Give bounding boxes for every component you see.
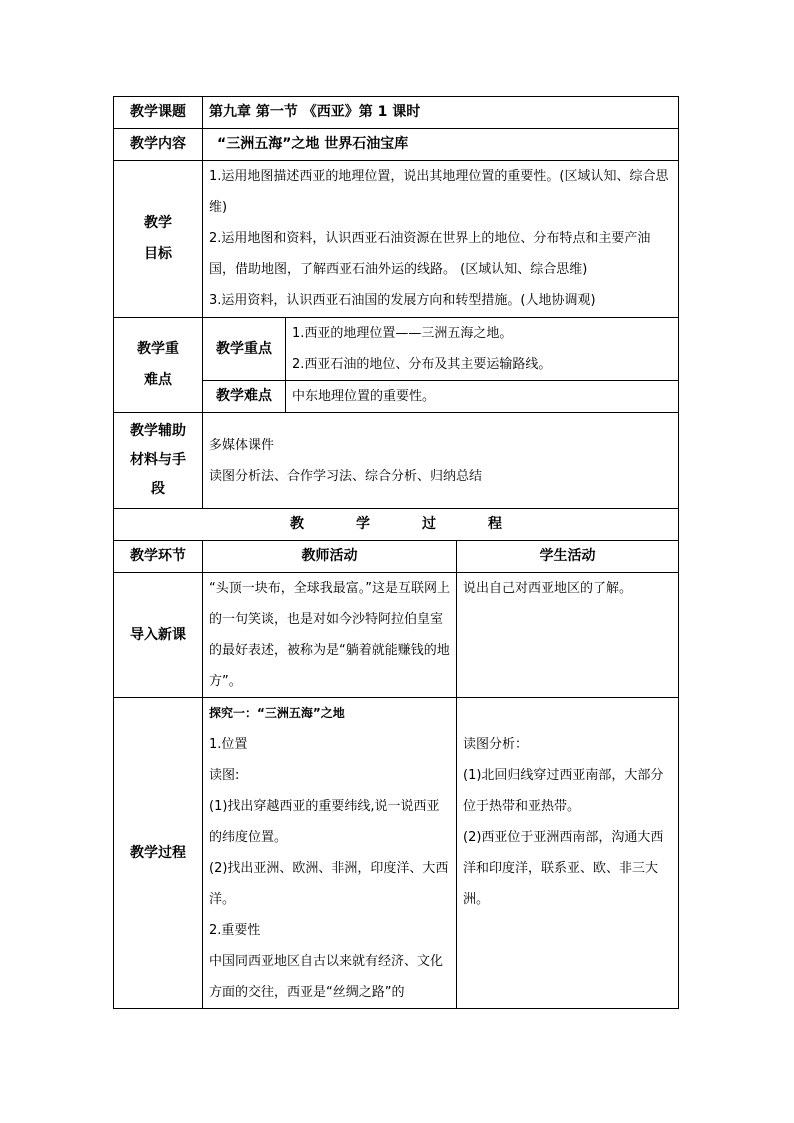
key-points-row (114, 318, 679, 381)
teacher-step: (2)找出亚洲、欧洲、非洲，印度洋、大西洋。 (209, 861, 449, 907)
teacher-step: (1)找出穿越西亚的重要纬线,说一说西亚的纬度位置。 (209, 799, 440, 845)
aids-label-line-2: 材料与手 (130, 452, 186, 468)
aids-label (114, 413, 203, 509)
process-heading-char: 教 (290, 516, 304, 532)
difficulty-label: 教学难点 (203, 381, 286, 413)
aid-item: 多媒体课件 (209, 437, 275, 453)
process-heading-char: 程 (488, 516, 502, 532)
intro-stage: 导入新课 (114, 573, 203, 698)
goal-item: 2.运用地图和资料，认识西亚石油资源在世界上的地位、分布特点和主要产油国，借助地图，了解西亚石油外运的线路。 (区域认知、综合思维) (209, 231, 651, 277)
topic-label: 教学课题 (114, 97, 203, 129)
main-teacher-activity (203, 698, 457, 1009)
key-point-item: 1.西亚的地理位置——三洲五海之地。 (292, 326, 513, 341)
process-columns-row (114, 541, 679, 573)
aids-label-line-1: 教学辅助 (130, 423, 186, 439)
key-diff-label (114, 318, 203, 413)
student-step: (2)西亚位于亚洲西南部，沟通大西洋和印度洋，联系亚、欧、非三大洲。 (463, 830, 664, 907)
process-heading-char: 过 (422, 516, 436, 532)
teacher-step: 探究一：“三洲五海”之地 (209, 706, 345, 720)
student-step: (1)北回归线穿过西亚南部，大部分位于热带和亚热带。 (463, 768, 664, 814)
topic-value: 第九章 第一节 《西亚》第 1 课时 (203, 97, 679, 129)
teacher-step: 读图: (209, 768, 240, 783)
teacher-step: 1.位置 (209, 737, 248, 752)
goals-value (203, 161, 679, 318)
aids-row (114, 413, 679, 509)
student-step: 读图分析： (463, 737, 529, 752)
key-point-item: 2.西亚石油的地位、分布及其主要运输路线。 (292, 357, 552, 372)
goals-label-line-2: 目标 (144, 246, 172, 262)
goal-item: 3.运用资料，认识西亚石油国的发展方向和转型措施。(人地协调观) (209, 293, 596, 308)
difficulty-value: 中东地理位置的重要性。 (286, 381, 679, 413)
key-diff-label-line-1: 教学重 (137, 341, 179, 357)
teacher-step: 中国同西亚地区自古以来就有经济、文化方面的交往，西亚是“丝绸之路”的 (209, 954, 444, 1000)
intro-student-activity: 说出自己对西亚地区的了解。 (457, 573, 679, 698)
key-diff-label-line-2: 难点 (144, 372, 172, 388)
goals-row (114, 161, 679, 318)
column-teacher-header: 教师活动 (203, 541, 457, 573)
goals-label-line-1: 教学 (144, 215, 172, 231)
column-student-header: 学生活动 (457, 541, 679, 573)
intro-teacher-activity: “头顶一块布，全球我最富。”这是互联网上的一句笑谈，也是对如今沙特阿拉伯皇室的最好表述，被称为是“躺着就能赚钱的地方”。 (203, 573, 457, 698)
process-heading-row (114, 509, 679, 541)
key-points-value (286, 318, 679, 381)
process-heading-char: 学 (356, 516, 370, 532)
intro-row (114, 573, 679, 698)
content-label: 教学内容 (114, 129, 203, 161)
goal-item: 1.运用地图描述西亚的地理位置，说出其地理位置的重要性。(区域认知、综合思维) (209, 169, 669, 215)
main-student-activity (457, 698, 679, 1009)
aids-label-line-3: 段 (151, 481, 165, 497)
aids-value (203, 413, 679, 509)
main-process-row (114, 698, 679, 1009)
teacher-step: 2.重要性 (209, 923, 261, 938)
key-points-label: 教学重点 (203, 318, 286, 381)
aid-item: 读图分析法、合作学习法、综合分析、归纳总结 (209, 468, 483, 484)
main-stage: 教学过程 (114, 698, 203, 1009)
topic-row (114, 97, 679, 129)
goals-label (114, 161, 203, 318)
process-heading (114, 509, 679, 541)
content-row (114, 129, 679, 161)
lesson-plan-table (113, 96, 679, 1009)
content-value: “三洲五海”之地 世界石油宝库 (203, 129, 679, 161)
column-stage-header: 教学环节 (114, 541, 203, 573)
